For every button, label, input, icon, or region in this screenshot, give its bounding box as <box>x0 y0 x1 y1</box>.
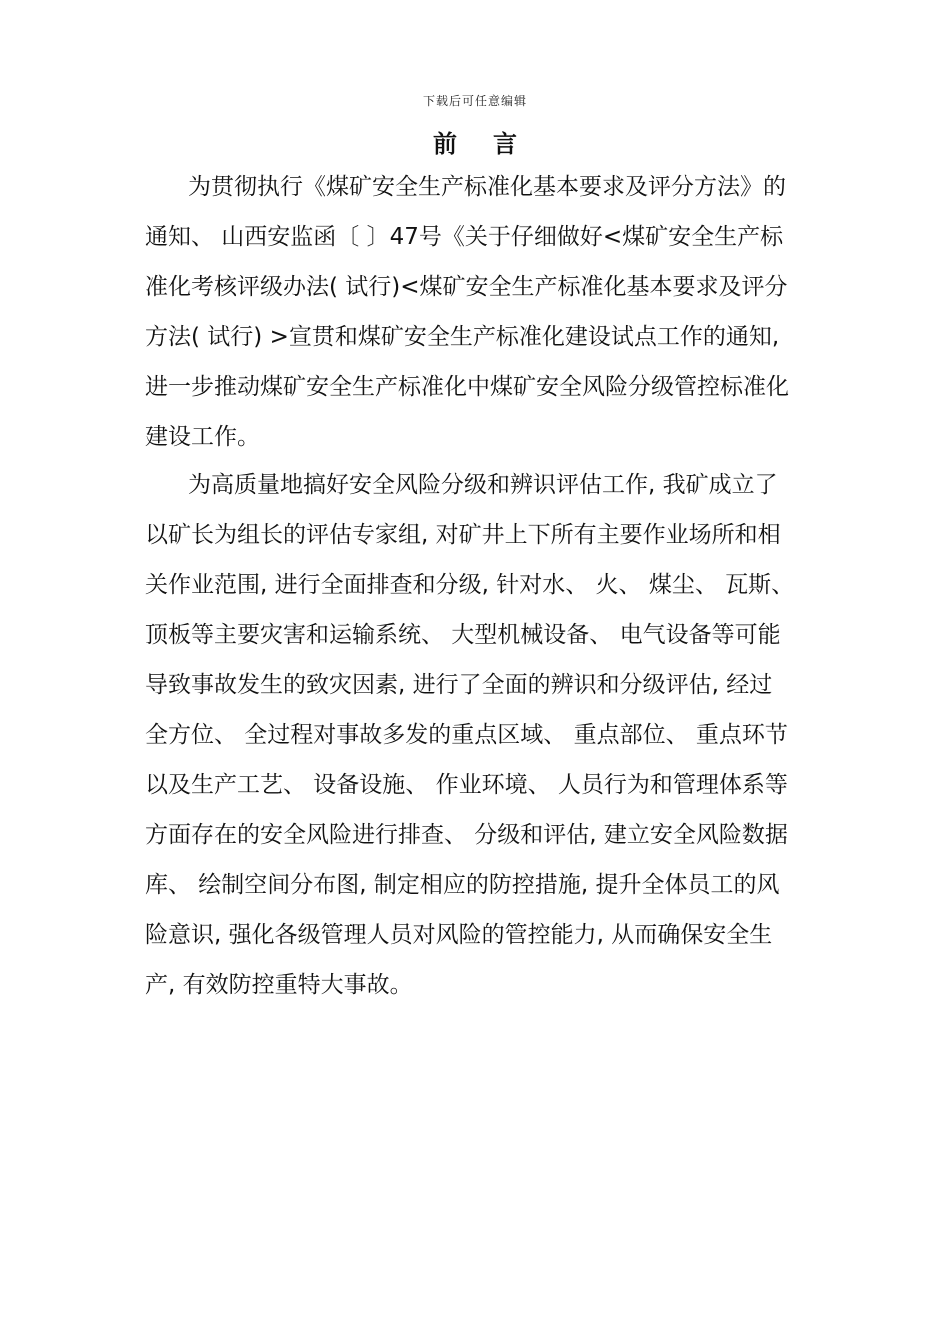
text-line: 建设工作。 <box>145 424 260 450</box>
text-line: 险意识, 强化各级管理人员对风险的管控能力, 从而确保安全生 <box>145 922 773 948</box>
text-line: 方法( 试行) >宣贯和煤矿安全生产标准化建设试点工作的通知, <box>145 324 780 350</box>
text-line: 通知、 山西安监函〔 〕47号《关于仔细做好<煤矿安全生产标 <box>145 224 784 250</box>
text-line: 产, 有效防控重特大事故。 <box>145 972 413 998</box>
page-title: 前言 <box>433 130 553 158</box>
text-line: 以矿长为组长的评估专家组, 对矿井上下所有主要作业场所和相 <box>145 522 781 548</box>
text-line: 为贯彻执行《煤矿安全生产标准化基本要求及评分方法》的 <box>188 174 786 200</box>
text-line: 为高质量地搞好安全风险分级和辨识评估工作, 我矿成立了 <box>188 472 778 498</box>
text-line: 顶板等主要灾害和运输系统、 大型机械设备、 电气设备等可能 <box>145 622 781 648</box>
text-line: 准化考核评级办法( 试行)<煤矿安全生产标准化基本要求及评分 <box>145 274 788 300</box>
text-line: 方面存在的安全风险进行排查、 分级和评估, 建立安全风险数据 <box>145 822 788 848</box>
text-line: 导致事故发生的致灾因素, 进行了全面的辨识和分级评估, 经过 <box>145 672 773 698</box>
text-line: 以及生产工艺、 设备设施、 作业环境、 人员行为和管理体系等 <box>145 772 788 798</box>
text-line: 全方位、 全过程对事故多发的重点区域、 重点部位、 重点环节 <box>145 722 788 748</box>
header-note: 下载后可任意编辑 <box>422 94 527 108</box>
text-line: 进一步推动煤矿安全生产标准化中煤矿安全风险分级管控标准化 <box>145 374 789 400</box>
text-line: 库、 绘制空间分布图, 制定相应的防控措施, 提升全体员工的风 <box>145 872 780 898</box>
text-line: 关作业范围, 进行全面排查和分级, 针对水、 火、 煤尘、 瓦斯、 <box>145 572 795 598</box>
